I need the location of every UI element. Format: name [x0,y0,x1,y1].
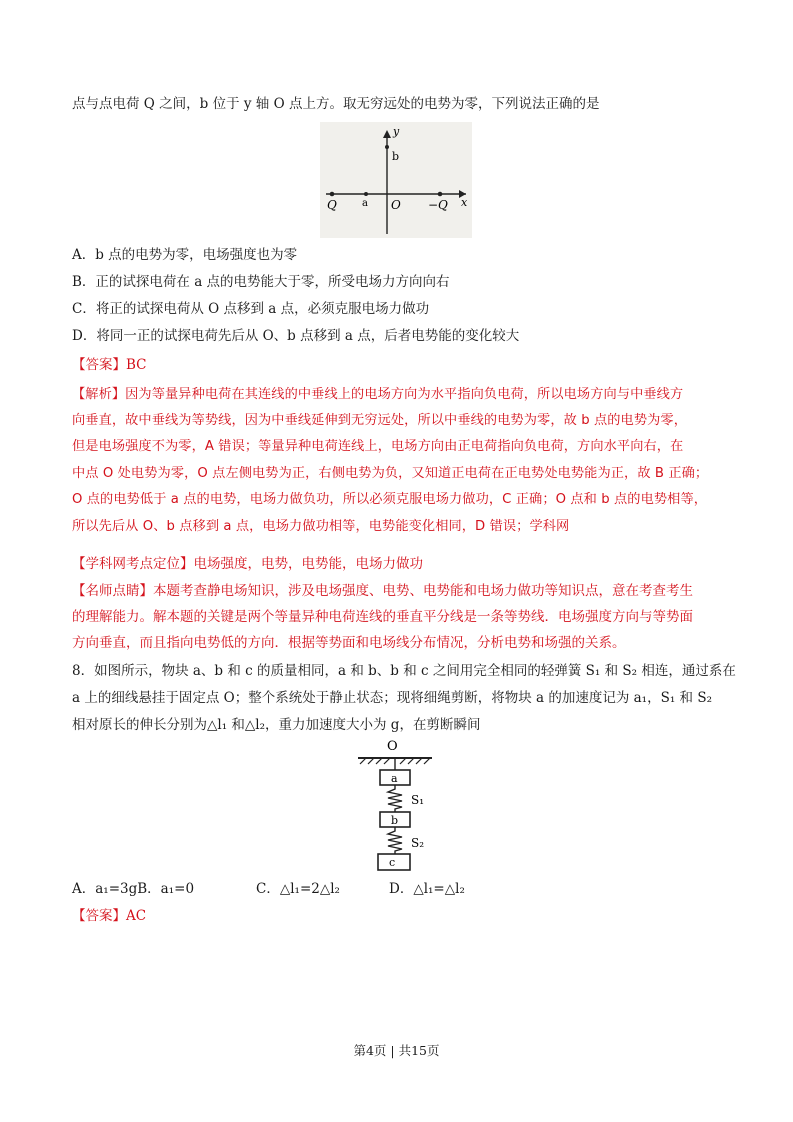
q7-explanation-line: 中点 O 处电势为零，O 点左侧电势为正，右侧电势为负，又知道正电荷在正电势处电势能为正，故 B 正确； [72,466,709,481]
q7-explanation-line: 所以先后从 O、b 点移到 a 点，电场力做功相等，电势能变化相同，D 错误；学科网 [72,519,570,534]
spring-diagram [350,738,440,873]
pivot-o-label: O [387,739,398,754]
x-axis-label: x [461,196,468,209]
knowledge-tag: 【学科网考点定位】 [72,556,194,572]
q7-knowledge-point [72,554,423,574]
axis-diagram [320,122,472,238]
q7-stem-line: 点与点电荷 Q 之间，b 位于 y 轴 O 点上方。取无穷远处的电势为零，下列说法正确的是 [72,96,600,112]
q7-option-a: A．b 点的电势为零，电场强度也为零 [72,247,298,263]
y-axis-label: y [393,125,400,138]
q8-stem-line: 8．如图所示，物块 a、b 和 c 的质量相同，a 和 b、b 和 c 之间用完全相同的轻弹簧 S₁ 和 S₂ 相连，通过系在 [72,663,736,679]
comment-text: 本题考查静电场知识，涉及电场强度、电势、电势能和电场力做功等知识点，意在考查考生 [153,583,693,599]
q7-explanation-line: O 点的电势低于 a 点的电势，电场力做负功，所以必须克服电场力做功，C 正确；O 点和 b 点的电势相等， [72,492,708,507]
q7-explanation-line: 【解析】因为等量异种电荷在其连线的中垂线上的电场方向为水平指向负电荷，所以电场方向与中垂线方 [72,387,684,402]
q7-option-d: D．将同一正的试探电荷先后从 O、b 点移到 a 点，后者电势能的变化较大 [72,328,520,344]
q8-option-c: C．△l₁=2△l₂ [256,881,340,897]
spring-s2-label: S₂ [411,836,425,850]
comment-text: 的理解能力。解本题的关键是两个等量异种电荷连线的垂直平分线是一条等势线．电场强度方向与等势面 [72,609,693,625]
charge-q-label: Q [327,198,337,212]
block-a-label: a [391,772,398,785]
block-c-label: c [389,856,396,869]
q8-stem-line: a 上的细线悬挂于固定点 O；整个系统处于静止状态；现将细绳剪断，将物块 a 的加速度记为 a₁，S₁ 和 S₂ [72,690,712,706]
comment-text: 方向垂直，而且指向电势低的方向．根据等势面和电场线分布情况，分析电势和场强的关系。 [72,635,626,651]
page-footer: 第4页 | 共15页 [353,1043,440,1058]
q8-option-ab: A．a₁=3gB．a₁=0 [72,881,195,897]
charge-neg-q-label: −Q [428,198,448,212]
spring-s1-label: S₁ [411,793,425,807]
comment-tag: 【名师点睛】 [72,583,153,599]
q7-comment-line [72,633,626,653]
q8-options [0,879,793,899]
q8-stem-line: 相对原长的伸长分别为△l₁ 和△l₂，重力加速度大小为 g，在剪断瞬间 [72,717,481,733]
point-b-label: b [392,150,400,163]
q7-option-c: C．将正的试探电荷从 O 点移到 a 点，必须克服电场力做功 [72,301,430,317]
block-b-label: b [391,814,399,827]
knowledge-text: 电场强度，电势，电势能，电场力做功 [193,556,423,572]
q8-answer: 【答案】AC [72,908,147,924]
q7-answer: 【答案】BC [72,357,147,373]
q7-explanation-line: 向垂直，故中垂线为等势线，因为中垂线延伸到无穷远处，所以中垂线的电势为零，故 b 点的电势为零， [72,413,687,428]
q7-comment-line [72,581,693,601]
q8-option-d: D．△l₁=△l₂ [389,881,465,897]
figure-spring-system [350,738,440,873]
q7-explanation-line: 但是电场强度不为零，A 错误；等量异种电荷连线上，电场方向由正电荷指向负电荷，方向水平向右，在 [72,439,684,454]
origin-label: O [391,198,401,212]
point-a-label: a [362,198,368,209]
q7-option-b: B．正的试探电荷在 a 点的电势能大于零，所受电场力方向向右 [72,274,450,290]
q7-comment-line [72,607,693,627]
figure-charges-axis [320,122,472,238]
